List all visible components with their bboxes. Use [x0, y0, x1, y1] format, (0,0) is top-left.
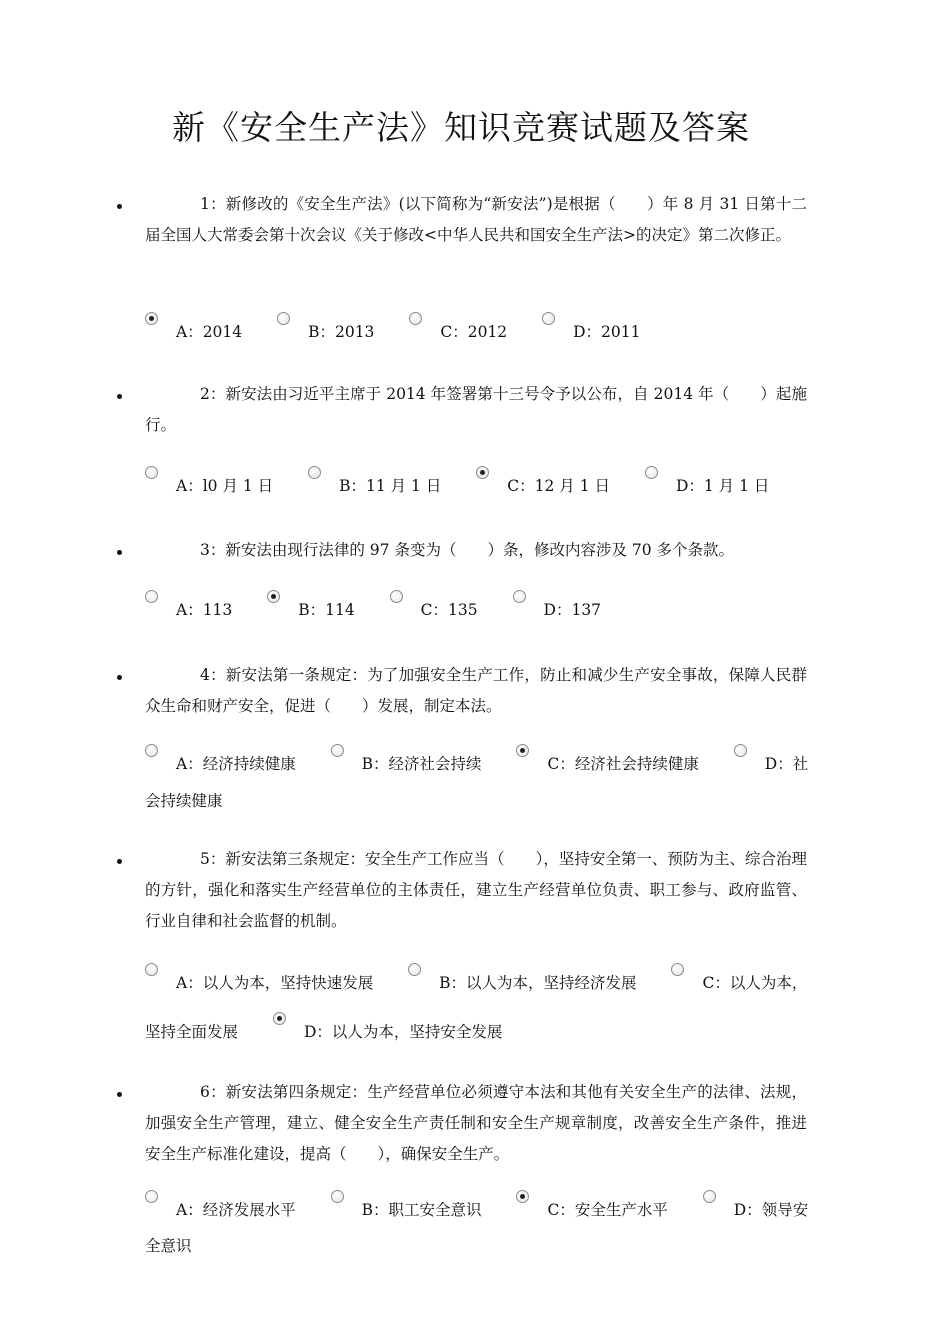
- bullet: [117, 550, 122, 555]
- options: [145, 468, 811, 504]
- radio-option-b[interactable]: [408, 963, 421, 976]
- option-label: A：经济发展水平: [176, 1201, 296, 1219]
- option-label: D：领导安全意识: [145, 1201, 809, 1255]
- radio-option-d[interactable]: [734, 744, 747, 757]
- radio-option-c[interactable]: [516, 1190, 529, 1203]
- radio-option-c[interactable]: [476, 466, 489, 479]
- radio-option-a[interactable]: [145, 744, 158, 757]
- radio-option-c[interactable]: [409, 312, 422, 325]
- radio-option-c[interactable]: [390, 590, 403, 603]
- option-label: C：2012: [440, 323, 508, 341]
- radio-option-c[interactable]: [516, 744, 529, 757]
- question-text: 2：新安法由习近平主席于 2014 年签署第十三号令予以公布，自 2014 年（ ）起施行。: [145, 385, 807, 434]
- option-label: A：2014: [176, 323, 243, 341]
- option-label: C：经济社会持续健康: [547, 755, 699, 773]
- options: [145, 314, 811, 350]
- bullet: [117, 859, 122, 864]
- radio-option-b[interactable]: [308, 466, 321, 479]
- option-label: C：12 月 1 日: [507, 477, 611, 495]
- question-text: 1：新修改的《安全生产法》(以下简称为“新安法”)是根据（ ）年 8 月 31 日第十二届全国人大常委会第十次会议《关于修改<中华人民共和国安全生产法>的决定》第二次修正。: [145, 195, 807, 244]
- option-label: D：1 月 1 日: [675, 477, 770, 495]
- question-text: 6：新安法第四条规定：生产经营单位必须遵守本法和其他有关安全生产的法律、法规，加强安全生产管理，建立、健全安全生产责任制和安全生产规章制度，改善安全生产条件，推进安全生产标准化建设，提高（ ），确保安全生产。: [145, 1083, 807, 1163]
- option-label: B：以人为本，坚持经济发展: [439, 974, 637, 992]
- option-label: A：经济持续健康: [176, 755, 296, 773]
- bullet: [117, 675, 122, 680]
- bullet: [117, 394, 122, 399]
- options: [145, 746, 811, 820]
- radio-option-d[interactable]: [542, 312, 555, 325]
- option-label: D：137: [543, 601, 602, 619]
- option-label: C：安全生产水平: [547, 1201, 668, 1219]
- option-label: A：113: [176, 601, 233, 619]
- options: [145, 1192, 811, 1264]
- radio-option-a[interactable]: [145, 590, 158, 603]
- question-text: 5：新安法第三条规定：安全生产工作应当（ ），坚持安全第一、预防为主、综合治理的方针，强化和落实生产经营单位的主体责任，建立生产经营单位负责、职工参与、政府监管、行业自律和社会监督的机制。: [145, 850, 807, 930]
- option-label: B：11 月 1 日: [339, 477, 442, 495]
- radio-option-d[interactable]: [703, 1190, 716, 1203]
- option-label: A：以人为本，坚持快速发展: [176, 974, 374, 992]
- option-label: A：l0 月 1 日: [176, 477, 274, 495]
- radio-option-a[interactable]: [145, 312, 158, 325]
- option-label: C：135: [420, 601, 478, 619]
- radio-option-b[interactable]: [267, 590, 280, 603]
- radio-option-b[interactable]: [331, 744, 344, 757]
- radio-option-d[interactable]: [273, 1012, 286, 1025]
- radio-option-a[interactable]: [145, 963, 158, 976]
- question-text: 3：新安法由现行法律的 97 条变为（ ）条，修改内容涉及 70 多个条款。: [200, 541, 735, 559]
- option-label: D：社会持续健康: [145, 755, 809, 810]
- radio-option-d[interactable]: [513, 590, 526, 603]
- radio-option-b[interactable]: [277, 312, 290, 325]
- option-label: B：经济社会持续: [361, 755, 482, 773]
- option-label: D：2011: [573, 323, 641, 341]
- question-text: 4：新安法第一条规定：为了加强安全生产工作，防止和减少生产安全事故，保障人民群众生命和财产安全，促进（ ）发展，制定本法。: [145, 666, 807, 715]
- radio-option-c[interactable]: [671, 963, 684, 976]
- radio-option-d[interactable]: [645, 466, 658, 479]
- option-label: D：以人为本，坚持安全发展: [303, 1023, 503, 1041]
- option-label: B：114: [298, 601, 355, 619]
- options: [145, 959, 811, 1057]
- option-label: C：以人为本，坚持全面发展: [145, 974, 808, 1041]
- bullet: [117, 1092, 122, 1097]
- option-label: B：2013: [308, 323, 375, 341]
- radio-option-b[interactable]: [331, 1190, 344, 1203]
- option-label: B：职工安全意识: [361, 1201, 482, 1219]
- radio-option-a[interactable]: [145, 466, 158, 479]
- radio-option-a[interactable]: [145, 1190, 158, 1203]
- page-title: 新《安全生产法》知识竞赛试题及答案: [172, 108, 750, 147]
- bullet: [117, 204, 122, 209]
- options: [145, 592, 811, 628]
